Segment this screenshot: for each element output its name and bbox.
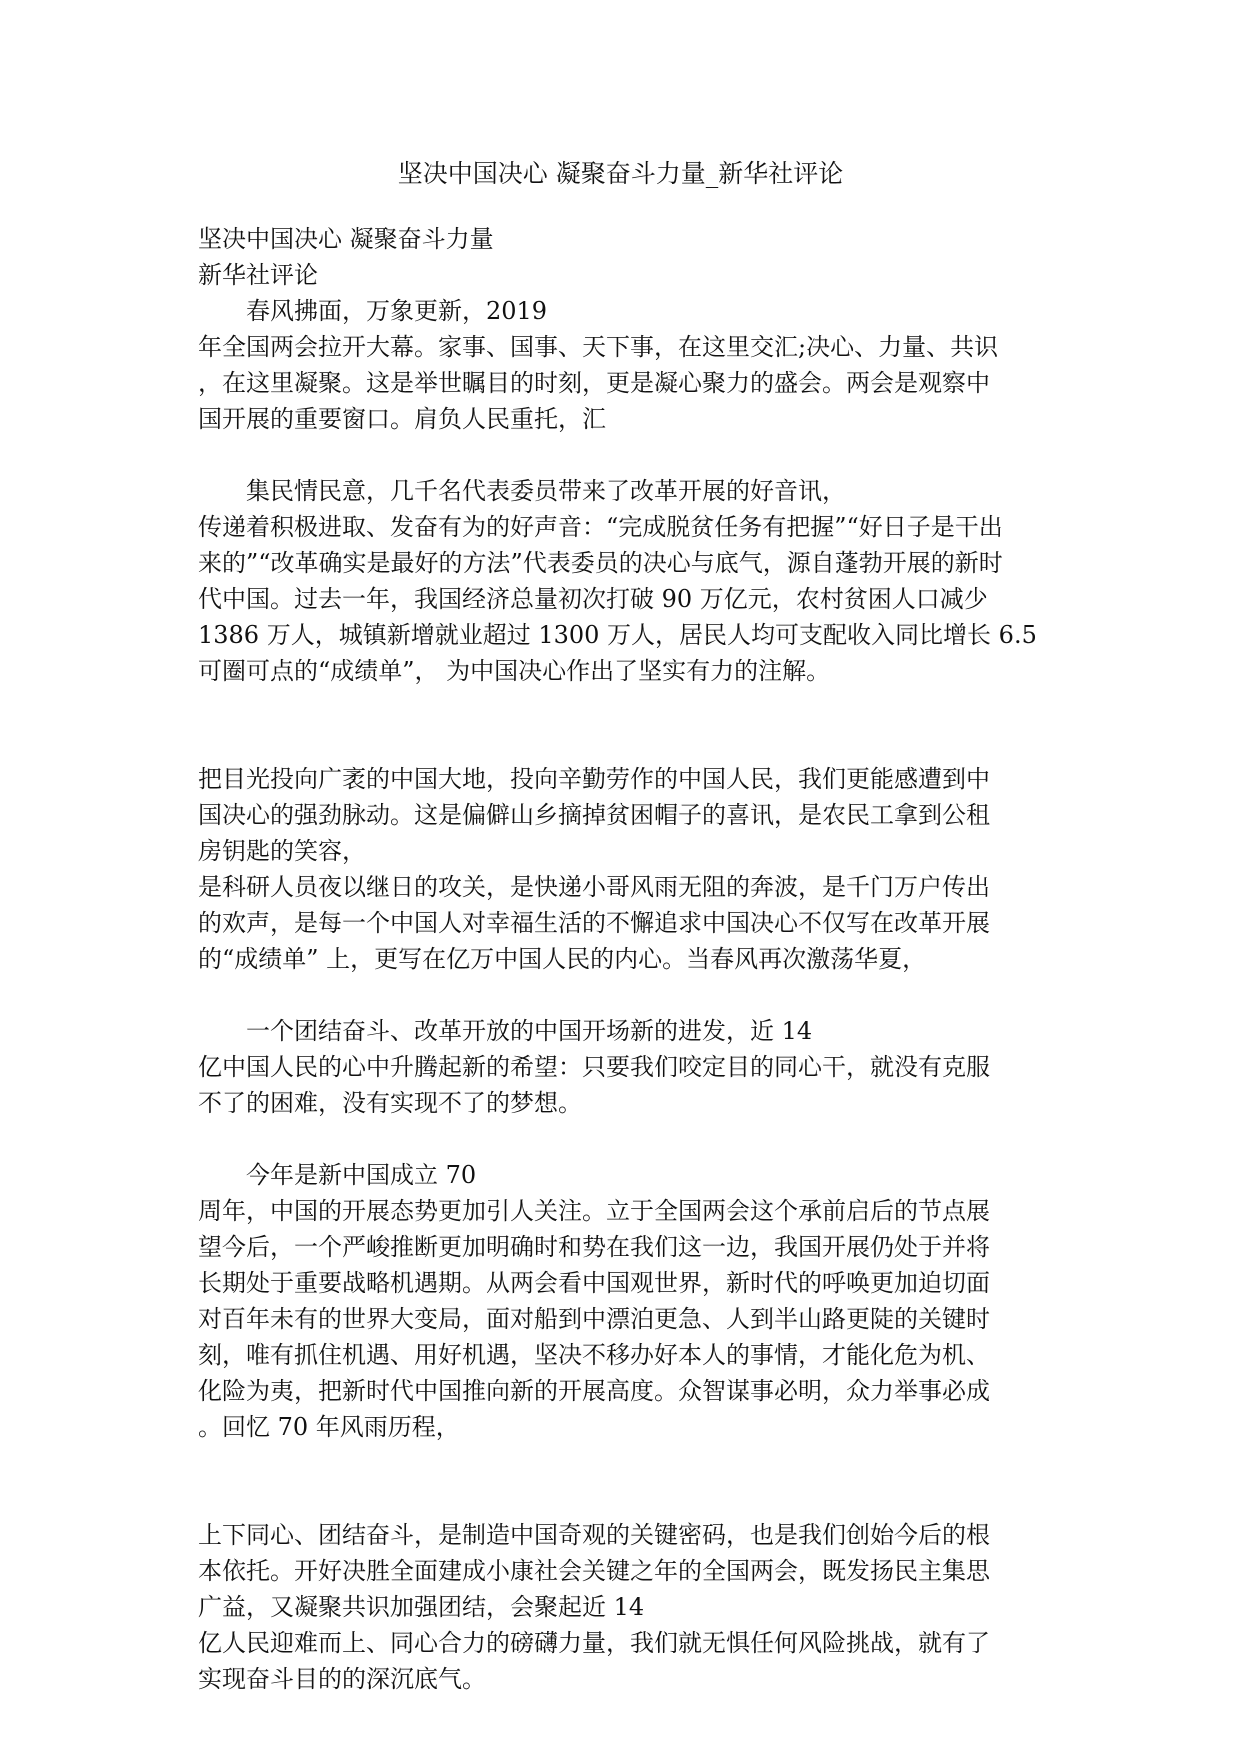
paragraph-line: 今年是新中国成立 70 bbox=[246, 1161, 477, 1189]
paragraph-3 bbox=[198, 761, 1058, 977]
paragraph-2 bbox=[198, 473, 1058, 689]
paragraph-line: 周年，中国的开展态势更加引人关注。立于全国两会这个承前启后的节点展 bbox=[198, 1197, 990, 1225]
paragraph-line: 国决心的强劲脉动。这是偏僻山乡摘掉贫困帽子的喜讯，是农民工拿到公租 bbox=[198, 801, 990, 829]
paragraph-line: 不了的困难，没有实现不了的梦想。 bbox=[198, 1089, 582, 1117]
document-body bbox=[198, 221, 1058, 1697]
paragraph-gap bbox=[198, 1445, 1058, 1517]
paragraph-gap bbox=[198, 977, 1058, 1013]
paragraph-line: 上下同心、团结奋斗，是制造中国奇观的关键密码，也是我们创始今后的根 bbox=[198, 1521, 990, 1549]
paragraph-line: ，在这里凝聚。这是举世瞩目的时刻，更是凝心聚力的盛会。两会是观察中 bbox=[198, 369, 990, 397]
paragraph-6 bbox=[198, 1517, 1058, 1697]
paragraph-line: 广益，又凝聚共识加强团结，会聚起近 14 bbox=[198, 1593, 645, 1621]
paragraph-line: 刻，唯有抓住机遇、用好机遇，坚决不移办好本人的事情，才能化危为机、 bbox=[198, 1341, 990, 1369]
paragraph-line: 望今后，一个严峻推断更加明确时和势在我们这一边，我国开展仍处于并将 bbox=[198, 1233, 990, 1261]
paragraph-line: 的“成绩单” 上，更写在亿万中国人民的内心。当春风再次激荡华夏， bbox=[198, 945, 927, 973]
paragraph-gap bbox=[198, 689, 1058, 761]
paragraph-line: 春风拂面，万象更新，2019 bbox=[246, 297, 548, 325]
paragraph-line: 长期处于重要战略机遇期。从两会看中国观世界，新时代的呼唤更加迫切面 bbox=[198, 1269, 990, 1297]
paragraph-gap bbox=[198, 1121, 1058, 1157]
paragraph-line: 本依托。开好决胜全面建成小康社会关键之年的全国两会，既发扬民主集思 bbox=[198, 1557, 990, 1585]
paragraph-line: 。回忆 70 年风雨历程， bbox=[198, 1413, 460, 1441]
paragraph-line: 是科研人员夜以继日的攻关，是快递小哥风雨无阻的奔波，是千门万户传出 bbox=[198, 873, 990, 901]
paragraph-line: 国开展的重要窗口。肩负人民重托，汇 bbox=[198, 405, 606, 433]
paragraph-line: 对百年未有的世界大变局，面对船到中漂泊更急、人到半山路更陡的关键时 bbox=[198, 1305, 990, 1333]
article-byline: 新华社评论 bbox=[198, 261, 318, 289]
paragraph-line: 年全国两会拉开大幕。家事、国事、天下事，在这里交汇;决心、力量、共识 bbox=[198, 333, 999, 361]
paragraph-line: 1386 万人，城镇新增就业超过 1300 万人，居民人均可支配收入同比增长 6.5 bbox=[198, 621, 1037, 649]
paragraph-line: 把目光投向广袤的中国大地，投向辛勤劳作的中国人民，我们更能感遭到中 bbox=[198, 765, 990, 793]
paragraph-line: 可圈可点的“成绩单”， 为中国决心作出了坚实有力的注解。 bbox=[198, 657, 831, 685]
paragraph-line: 的欢声，是每一个中国人对幸福生活的不懈追求中国决心不仅写在改革开展 bbox=[198, 909, 990, 937]
paragraph-4 bbox=[198, 1013, 1058, 1121]
paragraph-line: 化险为夷，把新时代中国推向新的开展高度。众智谋事必明，众力举事必成 bbox=[198, 1377, 990, 1405]
paragraph-gap bbox=[198, 437, 1058, 473]
paragraph-line: 一个团结奋斗、改革开放的中国开场新的进发，近 14 bbox=[246, 1017, 813, 1045]
paragraph-line: 来的”“改革确实是最好的方法”代表委员的决心与底气，源自蓬勃开展的新时 bbox=[198, 549, 1003, 577]
document-title: 坚决中国决心 凝聚奋斗力量_新华社评论 bbox=[397, 159, 844, 188]
paragraph-line: 代中国。过去一年，我国经济总量初次打破 90 万亿元，农村贫困人口减少 bbox=[198, 585, 988, 613]
paragraph-line: 亿中国人民的心中升腾起新的希望：只要我们咬定目的同心干，就没有克服 bbox=[198, 1053, 990, 1081]
paragraph-5 bbox=[198, 1157, 1058, 1445]
paragraph-line: 传递着积极进取、发奋有为的好声音：“完成脱贫任务有把握”“好日子是干出 bbox=[198, 513, 1003, 541]
paragraph-line: 实现奋斗目的的深沉底气。 bbox=[198, 1665, 486, 1693]
article-heading: 坚决中国决心 凝聚奋斗力量 bbox=[198, 225, 494, 253]
paragraph-line: 亿人民迎难而上、同心合力的磅礴力量，我们就无惧任何风险挑战，就有了 bbox=[198, 1629, 990, 1657]
paragraph-line: 集民情民意，几千名代表委员带来了改革开展的好音讯， bbox=[246, 477, 846, 505]
paragraph-line: 房钥匙的笑容， bbox=[198, 837, 366, 865]
paragraph-1 bbox=[198, 293, 1058, 437]
